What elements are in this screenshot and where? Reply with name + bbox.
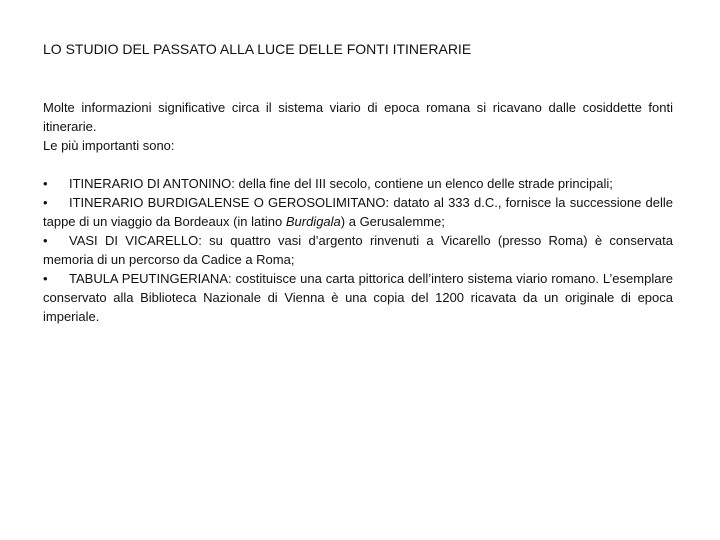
bullet-icon: •	[43, 195, 48, 210]
list-item-text-end: ) a Gerusalemme;	[340, 214, 445, 229]
intro-line-1: Molte informazioni significative circa il sistema viario di epoca romana si ricavano dalle cosiddette fonti itinerarie.	[43, 100, 673, 134]
list-item-italic-text: Burdigala	[285, 214, 341, 229]
list-item-peutingeriana	[43, 269, 673, 326]
list-item-text: TABULA PEUTINGERIANA: costituisce una carta pittorica dell’intero sistema viario romano. L’esemplare conservato alla Biblioteca Nazionale di Vienna è una copia del 1200 ricavata da un originale di epoca imperiale.	[43, 271, 673, 324]
list-item-text: ITINERARIO DI ANTONINO: della fine del III secolo, contiene un elenco delle strade principali;	[69, 176, 613, 191]
list-item-antonino	[43, 174, 673, 193]
list-item-vicarello	[43, 231, 673, 269]
list-item-burdigalense	[43, 193, 673, 231]
intro-paragraph	[43, 98, 673, 155]
list-item-text: ITINERARIO BURDIGALENSE O GEROSOLIMITANO: datato al 333 d.C., fornisce la successione delle tappe di un viaggio da Bordeaux (in latino	[43, 195, 673, 229]
slide-body	[43, 98, 673, 326]
intro-line-2: Le più importanti sono:	[43, 138, 175, 153]
slide-title: LO STUDIO DEL PASSATO ALLA LUCE DELLE FONTI ITINERARIE	[43, 41, 472, 57]
bullet-icon: •	[43, 271, 48, 286]
bullet-icon: •	[43, 233, 48, 248]
bullet-icon: •	[43, 176, 48, 191]
list-item-text: VASI DI VICARELLO: su quattro vasi d’argento rinvenuti a Vicarello (presso Roma) è conservata memoria di un percorso da Cadice a Roma;	[43, 233, 673, 267]
